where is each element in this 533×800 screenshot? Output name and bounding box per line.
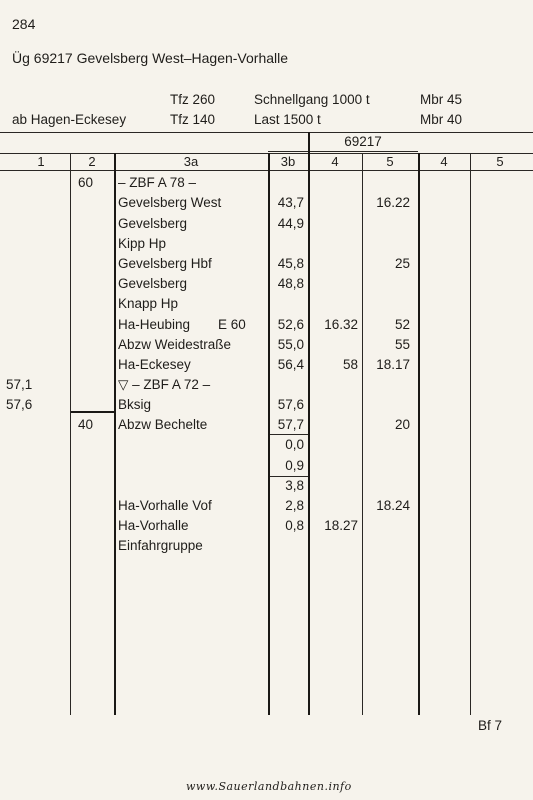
speed-cell: 60 [78, 175, 94, 190]
station-cell: Ha-Vorhalle [118, 518, 189, 533]
column-header: 5 [386, 154, 394, 169]
mbr-primary: Mbr 45 [420, 92, 463, 107]
train-number-header: 69217 [344, 134, 382, 149]
departure-cell: 52 [394, 317, 410, 332]
column-divider [268, 153, 270, 715]
station-suffix-cell: E 60 [218, 317, 246, 332]
page-number: 284 [12, 16, 36, 32]
column-divider [114, 153, 116, 715]
position-cell: 0,0 [285, 437, 304, 452]
departure-label: ab Hagen-Eckesey [12, 112, 127, 127]
station-cell: Einfahrgruppe [118, 538, 203, 553]
position-cell: 43,7 [277, 195, 304, 210]
column-header: 2 [88, 154, 96, 169]
train-title: Üg 69217 Gevelsberg West–Hagen-Vorhalle [12, 50, 289, 66]
station-cell: Abzw Weidestraße [118, 337, 232, 352]
position-cell: 48,8 [277, 276, 304, 291]
position-cell: 52,6 [277, 317, 304, 332]
tfz-secondary: Tfz 140 [170, 112, 216, 127]
departure-cell: 16.22 [376, 195, 410, 210]
km-reset-rule [268, 434, 308, 435]
position-cell: 0,9 [285, 458, 304, 473]
departure-cell: 18.17 [376, 357, 410, 372]
position-cell: 44,9 [277, 216, 304, 231]
column-header: 4 [440, 154, 448, 169]
position-cell: 57,7 [277, 417, 304, 432]
arrival-cell: 18.27 [324, 518, 358, 533]
speed-change-rule [70, 411, 114, 413]
station-cell: Ha-Heubing [118, 317, 191, 332]
gear-setting: Schnellgang 1000 t [254, 92, 370, 107]
departure-cell: 55 [394, 337, 410, 352]
station-cell: Bksig [118, 397, 152, 412]
station-cell: Gevelsberg Hbf [118, 256, 212, 271]
km-cell: 57,6 [6, 397, 33, 412]
station-cell: Abzw Bechelte [118, 417, 208, 432]
km-reset-rule-2 [268, 476, 308, 477]
column-header: 5 [496, 154, 504, 169]
departure-cell: 25 [394, 256, 410, 271]
station-cell: Ha-Vorhalle Vof [118, 498, 212, 513]
column-header: 1 [37, 154, 45, 169]
position-cell: 45,8 [277, 256, 304, 271]
station-cell: Gevelsberg West [118, 195, 222, 210]
station-cell: Ha-Eckesey [118, 357, 191, 372]
station-cell: Knapp Hp [118, 296, 179, 311]
train-number-underline [268, 151, 418, 152]
arrival-cell: 16.32 [324, 317, 358, 332]
column-header: 3b [280, 154, 296, 169]
position-cell: 55,0 [277, 337, 304, 352]
mbr-secondary: Mbr 40 [420, 112, 463, 127]
speed-cell: 40 [78, 417, 94, 432]
column-header: 4 [331, 154, 339, 169]
departure-cell: 18.24 [376, 498, 410, 513]
station-cell: ▽ – ZBF A 72 – [118, 377, 211, 392]
tfz-primary: Tfz 260 [170, 92, 216, 107]
station-cell: – ZBF A 78 – [118, 175, 197, 190]
source-watermark: www.Sauerlandbahnen.info [186, 780, 352, 793]
column-divider [418, 153, 420, 715]
position-cell: 0,8 [285, 518, 304, 533]
station-cell: Kipp Hp [118, 236, 167, 251]
arrival-cell: 58 [342, 357, 358, 372]
column-header: 3a [183, 154, 199, 169]
column-divider [308, 132, 310, 715]
position-cell: 57,6 [277, 397, 304, 412]
position-cell: 3,8 [285, 478, 304, 493]
position-cell: 2,8 [285, 498, 304, 513]
position-cell: 56,4 [277, 357, 304, 372]
load-limit: Last 1500 t [254, 112, 321, 127]
departure-cell: 20 [394, 417, 410, 432]
column-divider [470, 153, 471, 715]
station-cell: Gevelsberg [118, 276, 188, 291]
km-cell: 57,1 [6, 377, 33, 392]
station-cell: Gevelsberg [118, 216, 188, 231]
footer-mark: Bf 7 [478, 718, 503, 733]
column-number-rule [0, 170, 533, 171]
column-divider [70, 153, 71, 715]
column-divider [362, 153, 363, 715]
header-top-rule [0, 132, 533, 133]
